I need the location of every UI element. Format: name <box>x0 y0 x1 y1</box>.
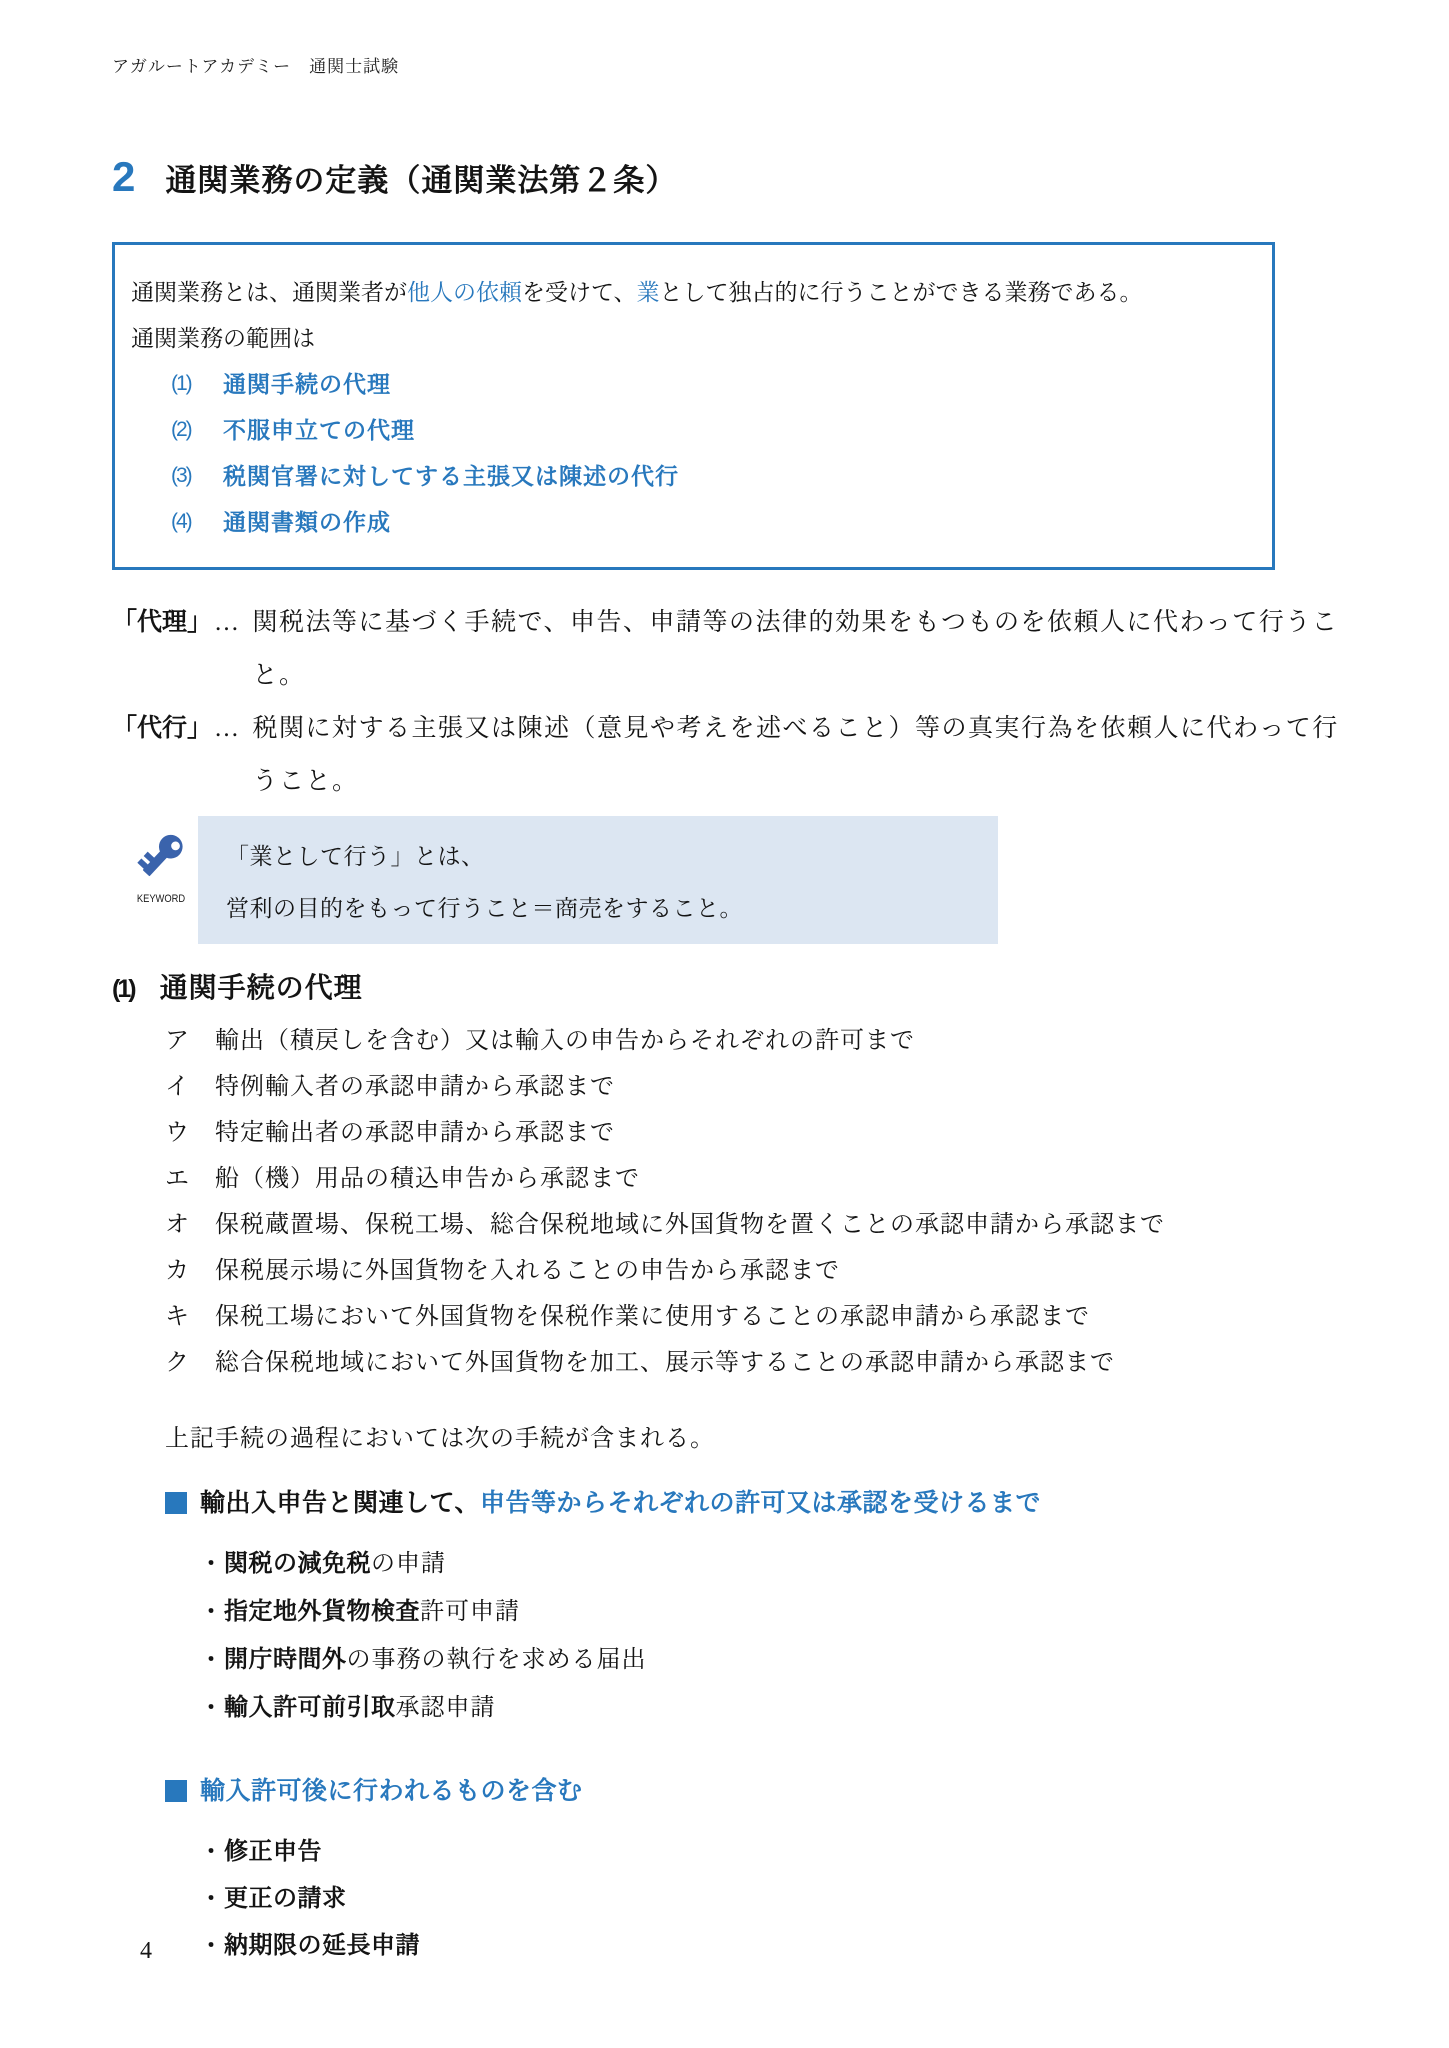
procedure-item-kana: エ <box>165 1166 190 1192</box>
keyword-line-1: 「業として行う」とは、 <box>226 843 485 869</box>
bullet-rest: 許可申請 <box>420 1599 521 1625</box>
scope-item-label: 通関書類の作成 <box>223 509 391 535</box>
subsection-number: (1) <box>112 975 134 1003</box>
related-section-heading <box>165 1480 1339 1526</box>
bullet-dot: ・ <box>200 1886 223 1911</box>
procedure-item <box>112 1202 1339 1248</box>
bullet-dot: ・ <box>200 1933 223 1958</box>
bullet-dot: ・ <box>200 1695 223 1720</box>
bullet-dot: ・ <box>200 1839 223 1864</box>
procedure-item-text: 特例輸入者の承認申請から承認まで <box>215 1074 615 1100</box>
keyword-caption: KEYWORD <box>136 893 186 905</box>
post-permit-section-heading <box>165 1768 1339 1814</box>
procedure-item <box>112 1248 1339 1294</box>
intro-text: 通関業務とは、通関業者が <box>131 279 407 305</box>
page-number: 4 <box>140 1938 152 1964</box>
term-body: 関税法等に基づく手続で、申告、申請等の法律的効果をもつものを依頼人に代わって行うこと。 <box>252 609 1339 689</box>
term-label: 「代行」 <box>112 714 213 742</box>
bullet-rest: の申請 <box>371 1551 447 1577</box>
bullet-item <box>200 1588 1339 1636</box>
procedure-item-kana: ア <box>165 1028 190 1054</box>
intro-text: を受けて、 <box>522 279 637 305</box>
section-heading <box>112 155 1339 200</box>
bullet-keyword: 納期限の延長申請 <box>224 1932 421 1959</box>
bullet-dot: ・ <box>200 1599 223 1624</box>
scope-item <box>131 499 1252 545</box>
procedure-item-kana: キ <box>165 1304 190 1330</box>
post-permit-heading-text: 輸入許可後に行われるものを含む <box>200 1777 583 1805</box>
term-definitions <box>112 596 1339 808</box>
procedure-item-text: 保税蔵置場、保税工場、総合保税地域に外国貨物を置くことの承認申請から承認まで <box>215 1212 1165 1238</box>
keyword-icon-column <box>124 816 198 905</box>
keyword-line-2: 営利の目的をもって行うこと＝商売をすること。 <box>226 895 743 921</box>
bullet-item <box>200 1636 1339 1684</box>
scope-item <box>131 407 1252 453</box>
procedure-item-kana: オ <box>165 1212 190 1238</box>
procedure-item <box>112 1294 1339 1340</box>
scope-item-label: 不服申立ての代理 <box>223 417 415 443</box>
bullet-keyword: 開庁時間外 <box>224 1646 347 1673</box>
square-bullet-icon <box>165 1492 187 1514</box>
keyword-callout <box>112 816 1339 944</box>
procedure-item-kana: ク <box>165 1350 190 1376</box>
bullet-item <box>200 1684 1339 1732</box>
procedure-item-text: 保税工場において外国貨物を保税作業に使用することの承認申請から承認まで <box>215 1304 1090 1330</box>
term-ellipsis: … <box>214 609 241 636</box>
running-header: アガルートアカデミー 通関士試験 <box>112 57 400 76</box>
bullet-dot: ・ <box>200 1647 223 1672</box>
bullet-rest: 承認申請 <box>395 1695 496 1721</box>
bullet-rest: の事務の執行を求める届出 <box>346 1647 647 1673</box>
section-number: 2 <box>112 153 136 200</box>
definition-box <box>112 242 1275 570</box>
term-body: 税関に対する主張又は陳述（意見や考えを述べること）等の真実行為を依頼人に代わって行うこと。 <box>252 715 1339 795</box>
procedure-list <box>112 1018 1339 1386</box>
bullet-item <box>200 1828 1339 1875</box>
procedure-item-text: 総合保税地域において外国貨物を加工、展示等することの承認申請から承認まで <box>215 1350 1115 1376</box>
intro-highlight-business: 業 <box>636 279 660 305</box>
term-definition-dairi <box>112 596 1339 702</box>
procedure-item-text: 保税展示場に外国貨物を入れることの申告から承認まで <box>215 1258 840 1284</box>
bullet-dot: ・ <box>200 1551 223 1576</box>
scope-item-number: (4) <box>171 510 191 533</box>
intro-highlight-request: 他人の依頼 <box>407 279 522 305</box>
scope-item-label: 税関官署に対してする主張又は陳述の代行 <box>223 463 679 489</box>
bullet-item <box>200 1922 1339 1969</box>
scope-item <box>131 361 1252 407</box>
bullet-item <box>200 1540 1339 1588</box>
scope-item-number: (2) <box>171 418 191 441</box>
key-icon <box>134 873 188 890</box>
procedure-item-kana: ウ <box>165 1120 190 1146</box>
term-definition-daiko <box>112 702 1339 808</box>
procedure-item <box>112 1156 1339 1202</box>
keyword-box <box>198 816 998 944</box>
scope-item <box>131 453 1252 499</box>
related-heading-black: 輸出入申告と関連して、 <box>200 1489 481 1517</box>
bullet-keyword: 輸入許可前引取 <box>224 1694 396 1721</box>
procedure-item-text: 船（機）用品の積込申告から承認まで <box>215 1166 640 1192</box>
section-title: 通関業務の定義（通関業法第２条） <box>165 163 678 198</box>
procedure-item <box>112 1064 1339 1110</box>
bullet-keyword: 更正の請求 <box>224 1885 347 1912</box>
procedure-item <box>112 1110 1339 1156</box>
intro-text: として独占的に行うことができる業務である。 <box>659 279 1143 305</box>
definition-box-intro <box>131 269 1252 315</box>
bullet-keyword: 指定地外貨物検査 <box>224 1598 421 1625</box>
procedure-item-text: 輸出（積戻しを含む）又は輸入の申告からそれぞれの許可まで <box>215 1028 915 1054</box>
bullet-keyword: 関税の減免税 <box>224 1550 372 1577</box>
post-permit-bullet-list <box>112 1828 1339 1969</box>
note-text: 上記手続の過程においては次の手続が含まれる。 <box>165 1426 715 1452</box>
bullet-keyword: 修正申告 <box>224 1838 323 1865</box>
subsection-title: 通関手続の代理 <box>159 972 363 1003</box>
procedure-item <box>112 1018 1339 1064</box>
subsection-heading <box>112 966 1339 1006</box>
related-heading-blue: 申告等からそれぞれの許可又は承認を受けるまで <box>480 1489 1042 1517</box>
bullet-item <box>200 1875 1339 1922</box>
term-label: 「代理」 <box>112 608 213 636</box>
definition-box-scope-label: 通関業務の範囲は <box>131 325 315 351</box>
procedure-item <box>112 1340 1339 1386</box>
square-bullet-icon <box>165 1780 187 1802</box>
procedure-item-kana: カ <box>165 1258 190 1284</box>
procedure-item-text: 特定輸出者の承認申請から承認まで <box>215 1120 615 1146</box>
term-ellipsis: … <box>214 715 241 742</box>
procedure-item-kana: イ <box>165 1074 190 1100</box>
related-bullet-list <box>112 1540 1339 1732</box>
scope-item-number: (3) <box>171 464 191 487</box>
scope-item-label: 通関手続の代理 <box>223 371 391 397</box>
scope-item-number: (1) <box>171 372 191 395</box>
